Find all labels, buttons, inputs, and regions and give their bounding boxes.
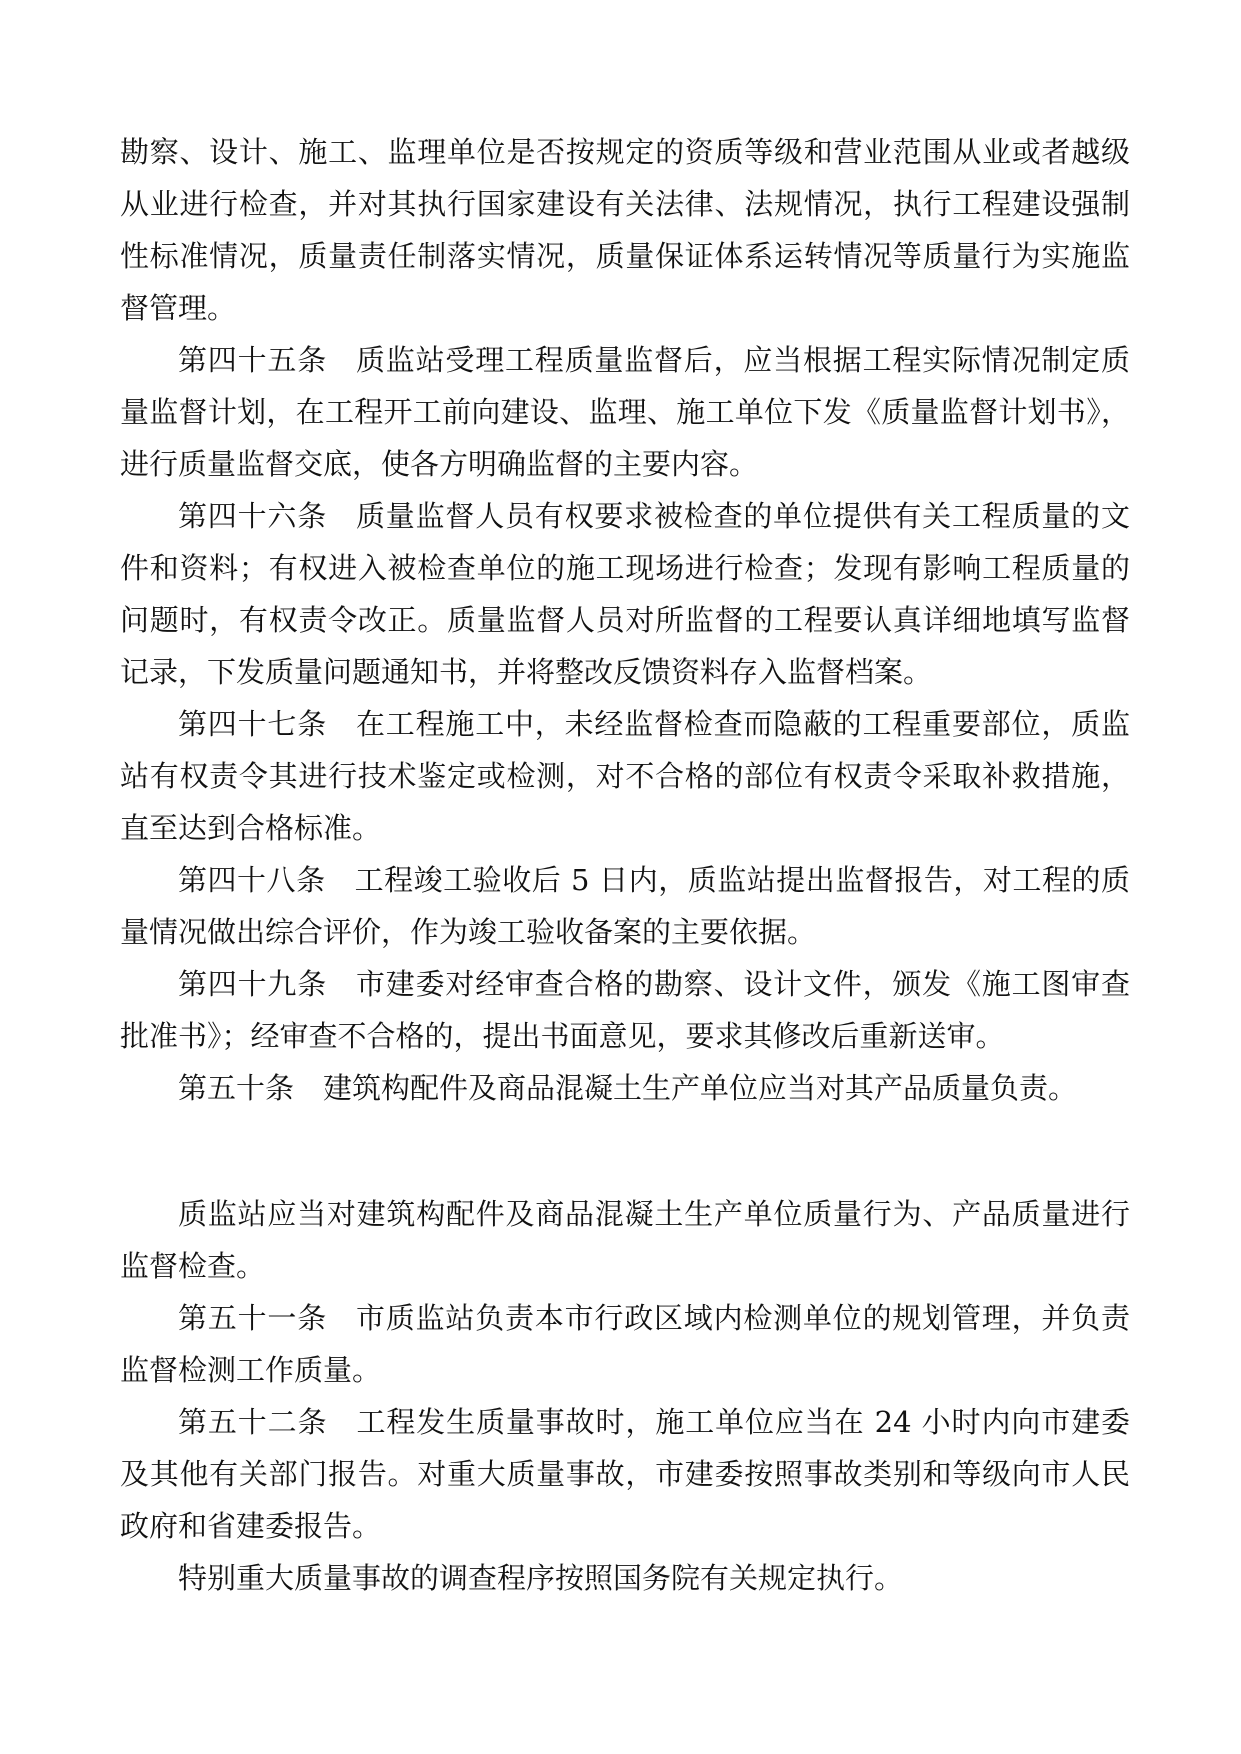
article-52 xyxy=(120,1396,1130,1552)
article-47 xyxy=(120,698,1130,854)
paragraph-text: 建筑构配件及商品混凝土生产单位应当对其产品质量负责。 xyxy=(323,1071,1078,1105)
article-number: 第五十条 xyxy=(178,1071,295,1105)
article-number: 第四十八条 xyxy=(178,863,326,897)
article-48 xyxy=(120,854,1130,958)
article-number: 第四十七条 xyxy=(178,707,327,741)
paragraph-text: 质监站受理工程质量监督后，应当根据工程实际情况制定质量监督计划，在工程开工前向建设、监理、施工单位下发《质量监督计划书》，进行质量监督交底，使各方明确监督的主要内容。 xyxy=(120,343,1130,481)
article-number: 第五十一条 xyxy=(178,1301,327,1335)
paragraph-gap xyxy=(120,1114,1130,1188)
paragraph-text: 在工程施工中，未经监督检查而隐蔽的工程重要部位，质监站有权责令其进行技术鉴定或检测，对不合格的部位有权责令采取补救措施，直至达到合格标准。 xyxy=(120,707,1130,845)
paragraph-text: 质监站应当对建筑构配件及商品混凝土生产单位质量行为、产品质量进行监督检查。 xyxy=(120,1197,1130,1283)
paragraph-text: 勘察、设计、施工、监理单位是否按规定的资质等级和营业范围从业或者越级从业进行检查，并对其执行国家建设有关法律、法规情况，执行工程建设强制性标准情况，质量责任制落实情况，质量保证体系运转情况等质量行为实施监督管理。 xyxy=(120,135,1130,325)
paragraph-text: 市质监站负责本市行政区域内检测单位的规划管理，并负责监督检测工作质量。 xyxy=(120,1301,1130,1387)
article-number: 第四十九条 xyxy=(178,967,327,1001)
paragraph-text: 工程发生质量事故时，施工单位应当在 24 小时内向市建委及其他有关部门报告。对重大质量事故，市建委按照事故类别和等级向市人民政府和省建委报告。 xyxy=(120,1405,1130,1543)
paragraph-text: 质量监督人员有权要求被检查的单位提供有关工程质量的文件和资料；有权进入被检查单位的施工现场进行检查；发现有影响工程质量的问题时，有权责令改正。质量监督人员对所监督的工程要认真详细地填写监督记录，下发质量问题通知书，并将整改反馈资料存入监督档案。 xyxy=(120,499,1130,689)
paragraph-text: 特别重大质量事故的调查程序按照国务院有关规定执行。 xyxy=(178,1561,904,1595)
article-50 xyxy=(120,1062,1130,1114)
paragraph-plain xyxy=(120,1188,1130,1292)
article-45 xyxy=(120,334,1130,490)
article-number: 第五十二条 xyxy=(178,1405,328,1439)
article-51 xyxy=(120,1292,1130,1396)
article-49 xyxy=(120,958,1130,1062)
document-page xyxy=(120,126,1130,1604)
paragraph-text: 市建委对经审查合格的勘察、设计文件，颁发《施工图审查批准书》；经审查不合格的，提出书面意见，要求其修改后重新送审。 xyxy=(120,967,1130,1053)
article-number: 第四十五条 xyxy=(178,343,327,377)
paragraph-continuation xyxy=(120,126,1130,334)
paragraph-text: 工程竣工验收后 5 日内，质监站提出监督报告，对工程的质量情况做出综合评价，作为竣工验收备案的主要依据。 xyxy=(120,863,1130,949)
article-number: 第四十六条 xyxy=(178,499,327,533)
article-46 xyxy=(120,490,1130,698)
paragraph-plain xyxy=(120,1552,1130,1604)
